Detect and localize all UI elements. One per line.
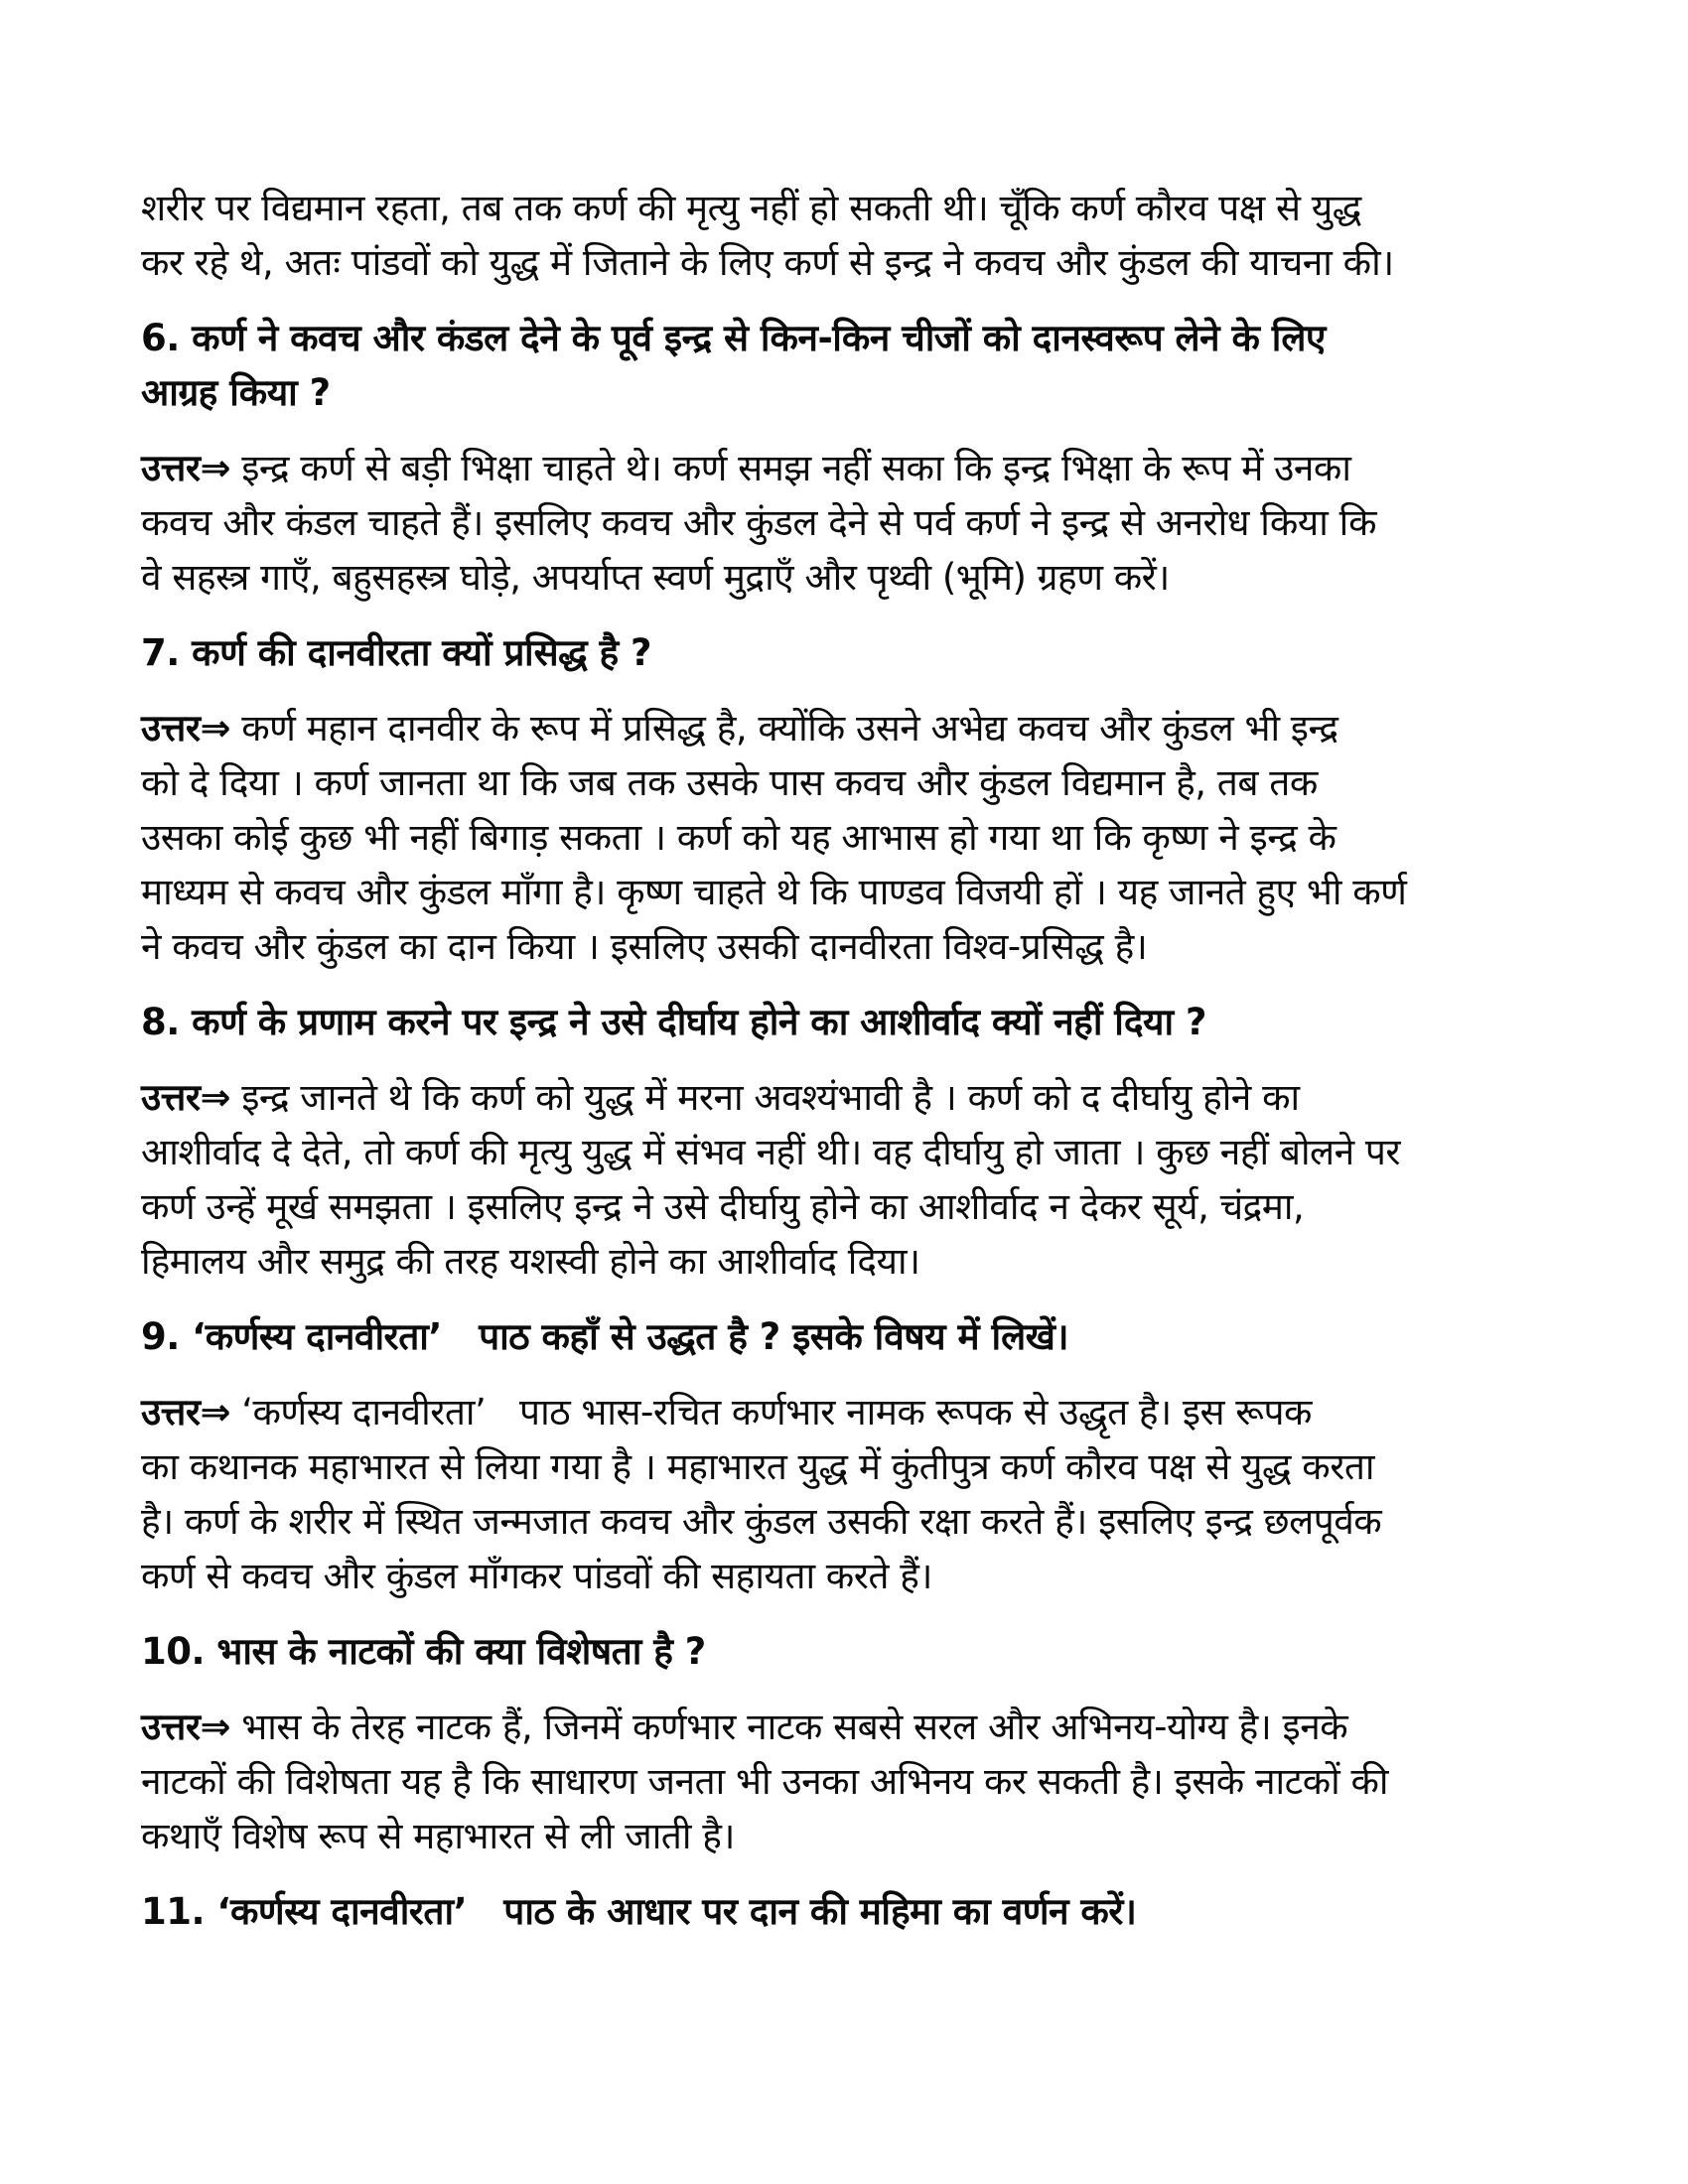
answer-first-line	[141, 701, 1571, 755]
text-line: कथाएँ विशेष रूप से महाभारत से ली जाती है।	[141, 1815, 735, 1857]
text-line: ने कवच और कुंडल का दान किया । इसलिए उसकी दानवीरता विश्व-प्रसिद्ध है।	[141, 925, 1148, 968]
answer-6	[141, 441, 1571, 605]
answer-first-line	[141, 441, 1571, 495]
question-line: 9. ‘कर्णस्य दानवीरता’ पाठ कहाँ से उद्धत है ? इसके विषय में लिखें।	[141, 1315, 1068, 1358]
answer-10	[141, 1700, 1571, 1863]
answer-text: इन्द्र कर्ण से बड़ी भिक्षा चाहते थे। कर्ण समझ नहीं सका कि इन्द्र भिक्षा के रूप में उनका	[229, 447, 1351, 489]
answer-text: इन्द्र जानते थे कि कर्ण को युद्ध में मरना अवश्यंभावी है । कर्ण को द दीर्घायु होने का	[229, 1076, 1300, 1119]
answer-label: उत्तर⇒	[141, 447, 230, 489]
answer-first-line	[141, 1070, 1571, 1125]
text-line: नाटकों की विशेषता यह है कि साधारण जनता भी उनका अभिनय कर सकती है। इसके नाटकों की	[141, 1760, 1388, 1803]
question-10-heading	[141, 1624, 1571, 1679]
answer-first-line	[141, 1700, 1571, 1754]
text-line: है। कर्ण के शरीर में स्थित जन्मजात कवच और कुंडल उसकी रक्षा करते हैं। इसलिए इन्द्र छलपूर्वक	[141, 1500, 1382, 1543]
answer-text: कर्ण महान दानवीर के रूप में प्रसिद्ध है, क्योंकि उसने अभेद्य कवच और कुंडल भी इन्द्र	[229, 707, 1338, 750]
answer-text: भास के तेरह नाटक हैं, जिनमें कर्णभार नाटक सबसे सरल और अभिनय-योग्य है। इनके	[229, 1706, 1348, 1748]
answer-label: उत्तर⇒	[141, 1706, 230, 1748]
question-line: 7. कर्ण की दानवीरता क्यों प्रसिद्ध है ?	[141, 631, 652, 674]
answer-label: उत्तर⇒	[141, 1391, 230, 1433]
text-line: हिमालय और समुद्र की तरह यशस्वी होने का आशीर्वाद दिया।	[141, 1240, 920, 1283]
intro-paragraph	[141, 181, 1571, 290]
answer-text: ‘कर्णस्य दानवीरता’ पाठ भास-रचित कर्णभार नामक रूपक से उद्धृत है। इस रूपक	[229, 1391, 1312, 1433]
answer-8	[141, 1070, 1571, 1289]
text-line: का कथानक महाभारत से लिया गया है । महाभारत युद्ध में कुंतीपुत्र कर्ण कौरव पक्ष से युद्ध करता	[141, 1445, 1374, 1488]
question-line: 8. कर्ण के प्रणाम करने पर इन्द्र ने उसे दीर्घाय होने का आशीर्वाद क्यों नहीं दिया ?	[141, 1001, 1206, 1043]
text-line: वे सहस्त्र गाएँ, बहुसहस्त्र घोड़े, अपर्याप्त स्वर्ण मुद्राएँ और पृथ्वी (भूमि) ग्रहण करें।	[141, 556, 1170, 599]
text-line: को दे दिया । कर्ण जानता था कि जब तक उसके पास कवच और कुंडल विद्यमान है, तब तक	[141, 761, 1318, 804]
question-line: 11. ‘कर्णस्य दानवीरता’ पाठ के आधार पर दान की महिमा का वर्णन करें।	[141, 1890, 1137, 1933]
question-line: आग्रह किया ?	[141, 371, 331, 414]
text-line: कर्ण उन्हें मूर्ख समझता । इसलिए इन्द्र ने उसे दीर्घायु होने का आशीर्वाद न देकर सूर्य, चंद्रमा,	[141, 1185, 1305, 1228]
text-line: कर रहे थे, अतः पांडवों को युद्ध में जिताने के लिए कर्ण से इन्द्र ने कवच और कुंडल की याचना की।	[141, 241, 1394, 284]
question-6-heading	[141, 311, 1571, 420]
text-line: माध्यम से कवच और कुंडल माँगा है। कृष्ण चाहते थे कि पाण्डव विजयी हों । यह जानते हुए भी कर्ण	[141, 871, 1407, 913]
question-7-heading	[141, 625, 1571, 680]
question-8-heading	[141, 995, 1571, 1049]
question-line: 10. भास के नाटकों की क्या विशेषता है ?	[141, 1630, 706, 1673]
answer-9	[141, 1385, 1571, 1603]
page-content	[141, 181, 1571, 1960]
question-9-heading	[141, 1309, 1571, 1364]
answer-label: उत्तर⇒	[141, 707, 230, 750]
question-11-heading	[141, 1884, 1571, 1939]
answer-label: उत्तर⇒	[141, 1076, 230, 1119]
text-line: उसका कोई कुछ भी नहीं बिगाड़ सकता । कर्ण को यह आभास हो गया था कि कृष्ण ने इन्द्र के	[141, 816, 1336, 859]
question-line: 6. कर्ण ने कवच और कंडल देने के पूर्व इन्द्र से किन-किन चीजों को दानस्वरूप लेने के लिए	[141, 317, 1326, 359]
answer-first-line	[141, 1385, 1571, 1439]
text-line: कर्ण से कवच और कुंडल माँगकर पांडवों की सहायता करते हैं।	[141, 1555, 932, 1597]
text-line: कवच और कंडल चाहते हैं। इसलिए कवच और कुंडल देने से पर्व कर्ण ने इन्द्र से अनरोध किया कि	[141, 501, 1377, 544]
text-line: आशीर्वाद दे देते, तो कर्ण की मृत्यु युद्ध में संभव नहीं थी। वह दीर्घायु हो जाता । कुछ नहीं बोलने पर	[141, 1131, 1401, 1173]
answer-7	[141, 701, 1571, 974]
text-line: शरीर पर विद्यमान रहता, तब तक कर्ण की मृत्यु नहीं हो सकती थी। चूँकि कर्ण कौरव पक्ष से युद्ध	[141, 187, 1361, 229]
